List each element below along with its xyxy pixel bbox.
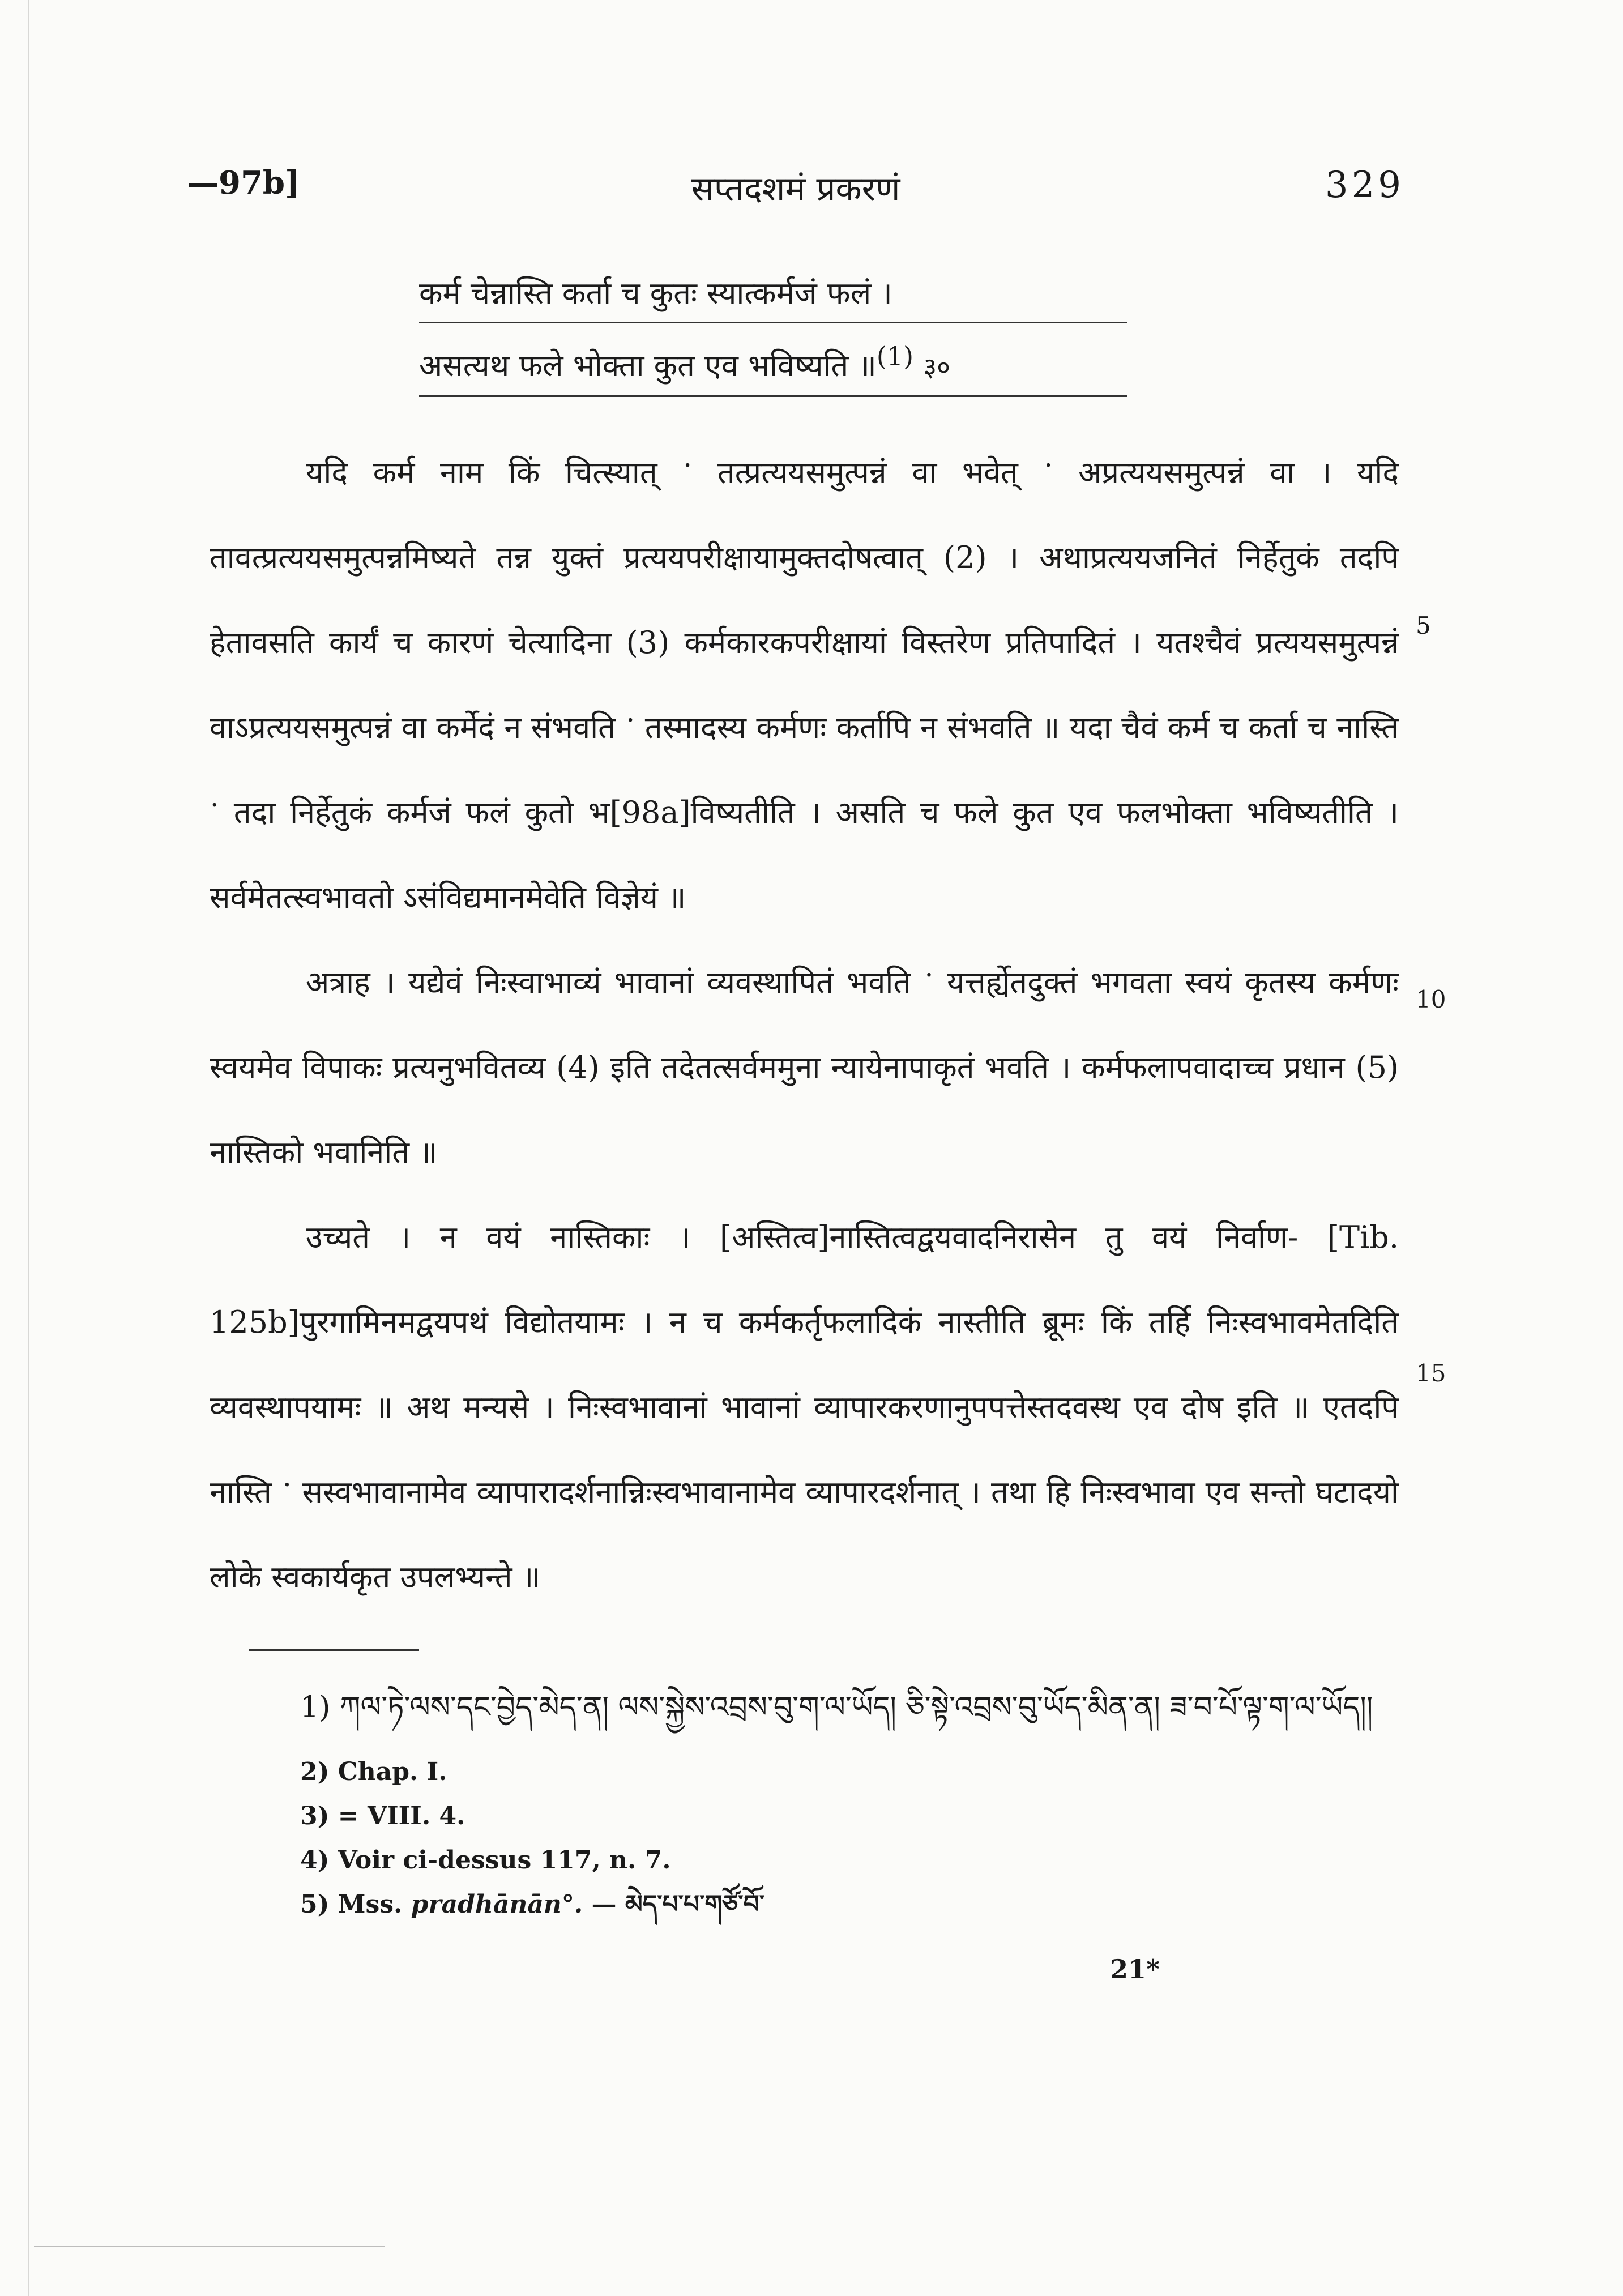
verse-line-2 [419, 329, 1127, 397]
commentary-body [210, 430, 1399, 1620]
scan-edge-line [28, 0, 29, 2296]
verse-note-marker: (1) [876, 341, 914, 372]
footnote-1: 1) ཀལ་ཏེ་ལས་དང་བྱེད་མེད་ན། ལས་སྐྱེས་འབྲས་བུ་ག་ལ་ཡོད། ཅི་སྟེ་འབྲས་བུ་ཡོད་མིན་ན། ཟ་བ་པོ་ལྟ་ག་ལ་ཡོད།། [300, 1691, 1373, 1725]
footnote-5-prefix: 5) Mss. [300, 1890, 403, 1919]
line-number-10: 10 [1416, 985, 1446, 1013]
footnote-rule [249, 1649, 419, 1651]
footnote-5-italic: pradhānān°. [411, 1890, 583, 1919]
footnote-3: 3) = VIII. 4. [300, 1802, 465, 1830]
footnote-4: 4) Voir ci-dessus 117, n. 7. [300, 1846, 671, 1875]
verse-number: ३० [923, 352, 951, 382]
verse-line-1: कर्म चेन्नास्ति कर्ता च कुतः स्यात्कर्मजं फलं । [419, 266, 1127, 323]
paragraph-3: उच्यते । न वयं नास्तिकाः । [अस्तित्व]नास्तित्वद्वयवादनिरासेन तु वयं निर्वाण- [Tib. 125b]पुरगामिनमद्वयपथं विद्योतयामः । न च कर्मकर्तृफलादिकं नास्तीति ब्रूमः किं तर्हि निःस्वभावमेतदिति व्यवस्थापयामः ॥ अथ मन्यसे । निःस्वभावानां भावानां व्यापारकरणानुपपत्तेस्तदवस्थ एव दोष इति ॥ एतदपि नास्ति ॱ सस्वभावानामेव व्यापारादर्शनान्निःस्वभावानामेव व्यापारदर्शनात् । तथा हि निःस्वभावा एव सन्तो घटादयो लोके स्वकार्यकृत उपलभ्यन्ते ॥ [210, 1219, 1399, 1595]
verse-block [419, 266, 1127, 397]
signature-mark: 21* [1110, 1954, 1160, 1985]
bottom-edge-line [34, 2246, 385, 2247]
page-number: 329 [1325, 164, 1404, 206]
footnote-5-tibetan: — མེད་པ་པ་གཙོ་བོ་ [591, 1890, 764, 1919]
line-number-15: 15 [1416, 1359, 1446, 1387]
page-reference: —97b] [187, 164, 300, 202]
verse-line-2-text: असत्यथ फले भोक्ता कुत एव भविष्यति ॥ [419, 348, 877, 383]
paragraph-1: यदि कर्म नाम किं चित्स्यात् ॱ तत्प्रत्ययसमुत्पन्नं वा भवेत् ॱ अप्रत्ययसमुत्पन्नं वा । यदि तावत्प्रत्ययसमुत्पन्नमिष्यते तन्न युक्तं प्रत्ययपरीक्षायामुक्तदोषत्वात् (2) । अथाप्रत्ययजनितं निर्हेतुकं तदपि हेतावसति कार्यं च कारणं चेत्यादिना (3) कर्मकारकपरीक्षायां विस्तरेण प्रतिपादितं । यतश्चैवं प्रत्ययसमुत्पन्नं वाऽप्रत्ययसमुत्पन्नं वा कर्मेदं न संभवति ॱ तस्मादस्य कर्मणः कर्तापि न संभवति ॥ यदा चैवं कर्म च कर्ता च नास्ति ॱ तदा निर्हेतुकं कर्मजं फलं कुतो भ[98a]विष्यतीति । असति च फले कुत एव फलभोक्ता भविष्यतीति । सर्वमेतत्स्वभावतो ऽसंविद्यमानमेवेति विज्ञेयं ॥ [210, 455, 1399, 915]
footnote-2: 2) Chap. I. [300, 1757, 447, 1786]
paragraph-2: अत्राह । यद्येवं निःस्वाभाव्यं भावानां व्यवस्थापितं भवति ॱ यत्तर्ह्येतदुक्तं भगवता स्वयं कृतस्य कर्मणः स्वयमेव विपाकः प्रत्यनुभवितव्य (4) इति तदेतत्सर्वममुना न्यायेनापाकृतं भवति । कर्मफलापवादाच्च प्रधान (5) नास्तिको भवानिति ॥ [210, 965, 1399, 1170]
running-header [187, 164, 1404, 215]
footnotes [210, 1676, 1399, 1927]
footnote-5 [210, 1883, 1399, 1927]
chapter-title: सप्तदशमं प्रकरणं [691, 169, 900, 209]
line-number-5: 5 [1416, 612, 1431, 639]
